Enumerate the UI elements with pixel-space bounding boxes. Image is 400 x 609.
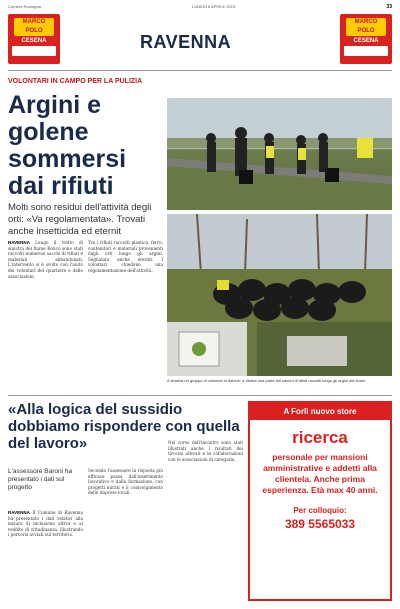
second-column-1 <box>8 510 83 538</box>
waste-bags-photo <box>167 214 392 376</box>
page-date: LUNEDÌ 8 APRILE 2019 <box>192 4 236 9</box>
article-column-1 <box>8 240 83 279</box>
dateline: RAVENNA <box>8 240 30 245</box>
page-topbar <box>8 4 392 12</box>
job-ad-description: personale per mansioni amministrative e addetti alla clientela. Anche prima esperienza. Età max 40 anni. <box>262 452 378 495</box>
article-subhead: Molti sono residui dell'attività degli orti: «Va regolamentata». Trovati anche insetticida ed eternit <box>8 202 152 237</box>
job-ad-phone[interactable]: 389 5565033 <box>284 517 356 531</box>
section-title: RAVENNA <box>140 32 232 52</box>
job-ad[interactable] <box>248 401 392 601</box>
ad-logo: MARCO POLO <box>346 18 386 36</box>
job-ad-top: A Forlì nuovo store <box>250 403 390 420</box>
second-subhead: L'assessore Baroni ha presentato i dati sul progetto <box>8 468 73 491</box>
header-ad-left[interactable] <box>8 14 60 64</box>
job-ad-title: ricerca <box>292 428 348 447</box>
page-number: 33 <box>386 4 392 10</box>
second-body-2: Secondo l'assessore la risposta più efficace passa dall'inserimento lavorativo e dalla formazione, con progetti mirati e il coinvolgimento delle imprese locali. <box>88 468 163 496</box>
second-headline: «Alla logica del sussidio dobbiamo rispondere con quella del lavoro» <box>8 401 240 452</box>
header-divider <box>8 70 392 71</box>
waste-bags-photo-art <box>167 214 392 376</box>
article-body-1: Lungo il tratto di sinistra del fiume Ronco sono stati raccolti numerosi sacchi di rifiuti e materiali abbandonati. L'intervento si è svolto con l'aiuto dei volontari del quartiere e delle associazioni. <box>8 240 83 279</box>
volunteers-photo-art <box>167 98 392 210</box>
header-ad-right[interactable] <box>340 14 392 64</box>
second-column-2 <box>88 468 163 496</box>
ad-strip <box>12 46 56 56</box>
ad-city: CESENA <box>353 38 379 44</box>
ad-strip <box>344 46 388 56</box>
article-kicker: VOLONTARI IN CAMPO PER LA PULIZIA <box>8 78 143 85</box>
dateline: RAVENNA <box>8 510 30 515</box>
ad-logo: MARCO POLO <box>14 18 54 36</box>
second-body-1: Il Comune di Ravenna ha presentato i dati relativi alla misura di inclusione attiva e al reddito di cittadinanza, illustrando i percorsi avviati sul territorio. <box>8 510 83 538</box>
paper-name: Corriere Romagna <box>8 4 41 9</box>
job-ad-call: Per colloquio: <box>293 506 347 515</box>
article-column-2 <box>88 240 163 274</box>
photo-caption: A sinistra un gruppo di volontari in azione; a destra una parte dei sacchi di rifiuti raccolti lungo gli argini del fiume <box>167 378 366 383</box>
second-column-3 <box>168 440 243 462</box>
volunteers-photo <box>167 98 392 210</box>
article-headline: Argini e golene sommersi dai rifiuti <box>8 91 127 200</box>
ad-city: CESENA <box>21 38 47 44</box>
second-body-3: Nel corso dell'incontro sono stati illustrati anche i risultati dei tirocini attivati e le collaborazioni con le associazioni di categoria. <box>168 440 243 462</box>
section-divider <box>8 395 392 396</box>
article-body-2: Tra i rifiuti raccolti plastica, ferro, contenitori e materiali provenienti dagli orti lungo gli argini. Segnalato anche eternit. I volontari chiedono una regolamentazione dell'attività. <box>88 240 163 273</box>
